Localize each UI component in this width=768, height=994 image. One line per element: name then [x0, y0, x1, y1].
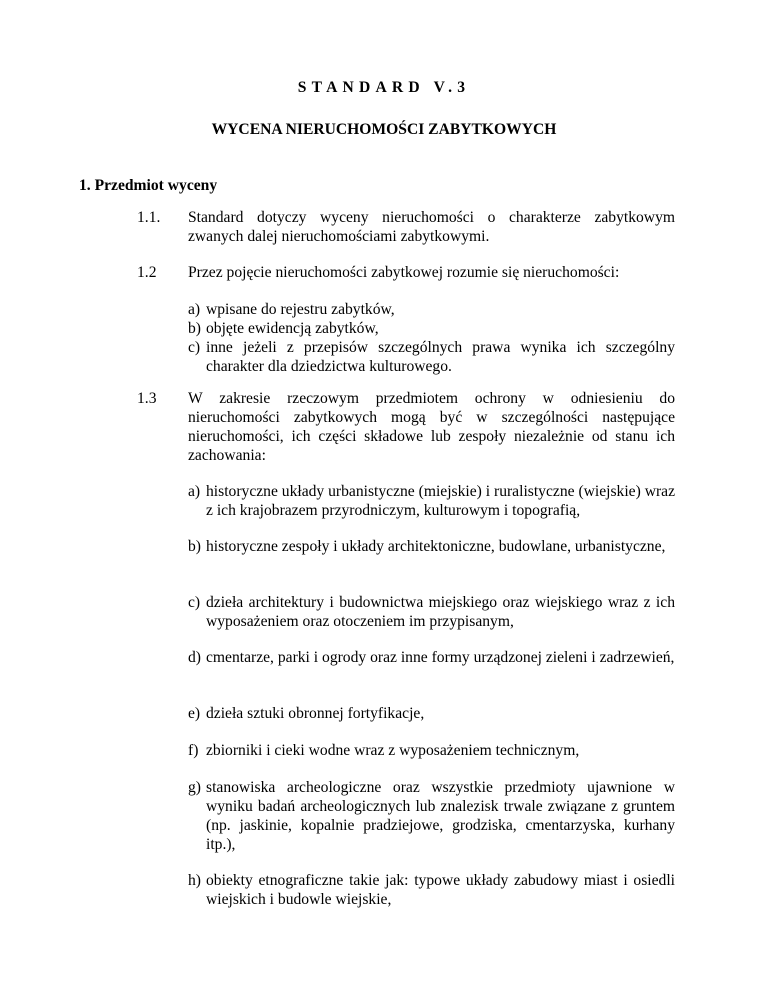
list-item: [188, 648, 675, 667]
paragraph-text: W zakresie rzeczowym przedmiotem ochrony w odniesieniu do nieruchomości zabytkowych mogą być w szczególności następujące nieruchomości, ich części składowe lub zespoły niezależnie od stanu ich zachowania:: [188, 390, 675, 464]
list-item-text: historyczne zespoły i układy architektoniczne, budowlane, urbanistyczne,: [206, 538, 666, 555]
list-item-text: objęte ewidencją zabytków,: [206, 320, 379, 337]
list-item-label: b): [188, 320, 201, 337]
list-item-label: h): [188, 872, 201, 889]
list-item-label: b): [188, 538, 201, 555]
paragraph-text: Przez pojęcie nieruchomości zabytkowej rozumie się nieruchomości:: [188, 264, 620, 281]
list-item: [188, 319, 675, 338]
list-item: [188, 593, 675, 631]
paragraph-number: 1.2: [137, 264, 157, 281]
document-title: WYCENA NIERUCHOMOŚCI ZABYTKOWYCH: [211, 121, 557, 138]
paragraph-text: Standard dotyczy wyceny nieruchomości o charakterze zabytkowym zwanych dalej nieruchomościami zabytkowymi.: [188, 209, 675, 245]
list-item-label: e): [188, 705, 201, 722]
list-item-text: cmentarze, parki i ogrody oraz inne formy urządzonej zieleni i zadrzewień,: [206, 649, 675, 666]
list-item: [188, 704, 675, 723]
list-item-text: inne jeżeli z przepisów szczególnych prawa wynika ich szczególny charakter dla dziedzictwa kulturowego.: [206, 339, 675, 375]
list-item: [188, 741, 675, 760]
list-item-label: c): [188, 594, 201, 611]
list-item-label: f): [188, 742, 199, 759]
list-item-label: c): [188, 339, 201, 356]
list-item-label: a): [188, 483, 201, 500]
list-item-text: wpisane do rejestru zabytków,: [206, 301, 395, 318]
list-item-text: dzieła architektury i budownictwa miejskiego oraz wiejskiego wraz z ich wyposażeniem oraz otoczeniem im przypisanym,: [206, 594, 675, 630]
list-item: [188, 300, 675, 319]
list-item-label: d): [188, 649, 201, 666]
list-item-text: obiekty etnograficzne takie jak: typowe układy zabudowy miast i osiedli wiejskich i budowle wiejskie,: [206, 872, 675, 908]
list-item: [188, 338, 675, 376]
section-heading: 1. Przedmiot wyceny: [79, 177, 218, 194]
list-item-text: historyczne układy urbanistyczne (miejskie) i ruralistyczne (wiejskie) wraz z ich krajobrazem przyrodniczym, kulturowym i topografią,: [206, 483, 675, 519]
list-item: [188, 537, 675, 556]
list-item: [188, 778, 675, 854]
list-item-text: stanowiska archeologiczne oraz wszystkie przedmioty ujawnione w wyniku badań archeologicznych lub znalezisk trwale związane z gruntem (np. jaskinie, kopalnie pradziejowe, grodziska, cmentarzyska, kurhany itp.),: [206, 779, 675, 853]
list-item: [188, 482, 675, 520]
list-item-text: dzieła sztuki obronnej fortyfikacje,: [206, 705, 425, 722]
list-item-label: g): [188, 779, 201, 796]
paragraph-number: 1.3: [137, 390, 157, 407]
list-item-label: a): [188, 301, 201, 318]
list-item: [188, 871, 675, 909]
list-item-text: zbiorniki i cieki wodne wraz z wyposażeniem technicznym,: [206, 742, 580, 759]
standard-title: STANDARD V.3: [297, 79, 471, 96]
paragraph-number: 1.1.: [137, 209, 161, 226]
